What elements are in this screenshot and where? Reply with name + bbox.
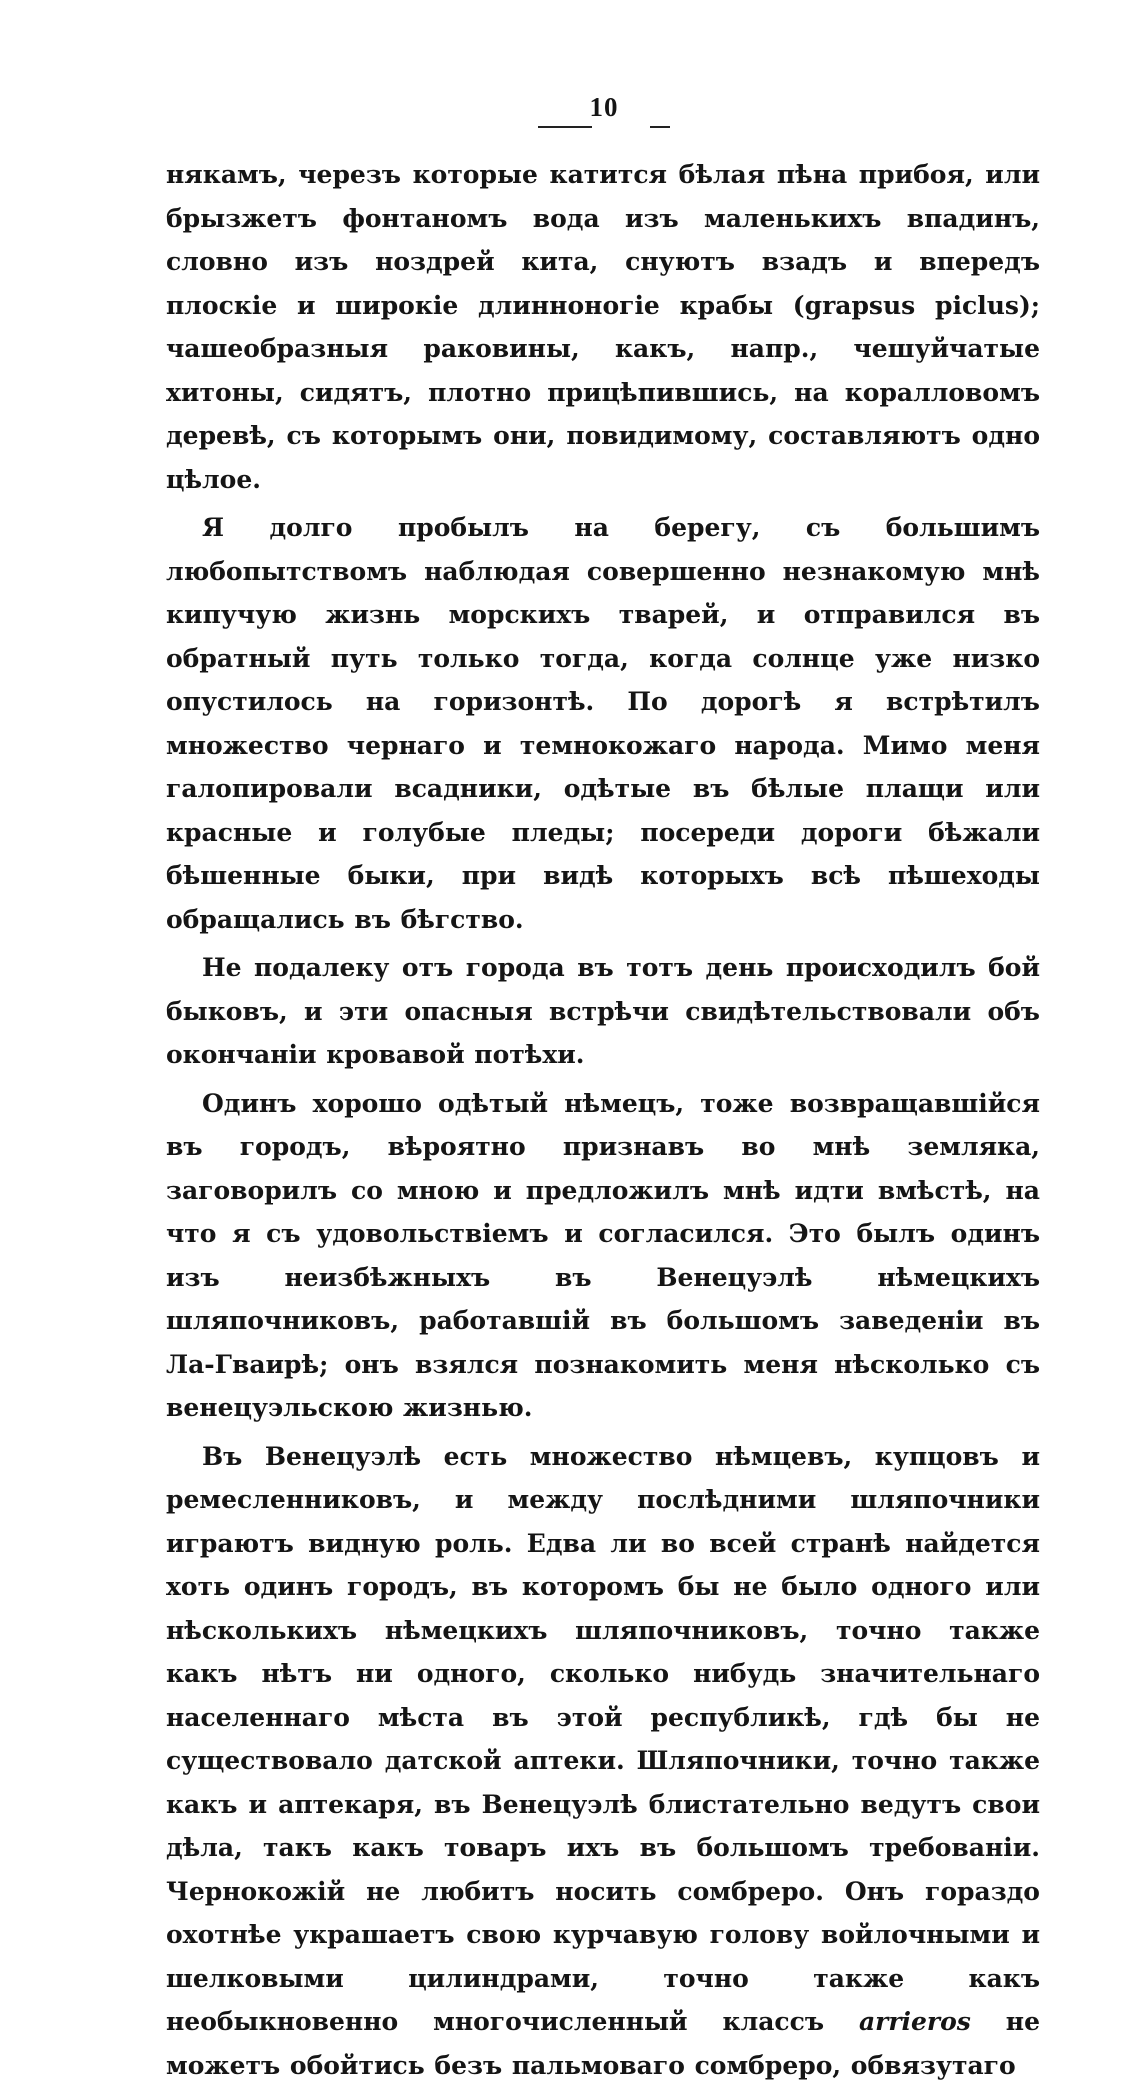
paragraph-german-companion [166,1082,1040,1430]
paragraph-text: Я долго пробылъ на берегу, съ большимъ любопытствомъ наблюдая совершенно незнакомую мнѣ кипучую жизнь морскихъ тварей, и отправился въ обратный путь только тогда, когда солнце уже низко опустилось на горизонтѣ. По дорогѣ я встрѣтилъ множество чернаго и темнокожаго народа. Мимо меня галопировали всадники, одѣтые въ бѣлые плащи или красные и голубые пледы; посереди дороги бѣжали бѣшенные быки, при видѣ которыхъ всѣ пѣшеходы обращались въ бѣгство. [166,513,1040,934]
paragraph-text: някамъ, черезъ которые катится бѣлая пѣна прибоя, или брызжетъ фонтаномъ вода изъ маленькихъ впадинъ, словно изъ ноздрей кита, снуютъ взадъ и впередъ плоскіе и широкіе длинноногіе крабы (grapsus piclus); чашеобразныя раковины, какъ, напр., чешуйчатые хитоны, сидятъ, плотно прицѣпившись, на коралловомъ деревѣ, съ которымъ они, повидимому, составляютъ одно цѣлое. [166,160,1040,494]
paragraph-hatmakers [166,1435,1040,2088]
paragraph-bullfight [166,946,1040,1077]
body-text [166,153,1040,2092]
paragraph-text: не можетъ обойтись безъ пальмоваго сомбреро, обвязутаго [166,2007,1040,2080]
italic-term: arrieros [858,2007,971,2036]
paragraph-text: Одинъ хорошо одѣтый нѣмецъ, тоже возвращавшійся въ городъ, вѣроятно признавъ во мнѣ земляка, заговорилъ со мною и предложилъ мнѣ идти вмѣстѣ, на что я съ удовольствіемъ и согласился. Это былъ одинъ изъ неизбѣжныхъ въ Венецуэлѣ нѣмецкихъ шляпочниковъ, работавшій въ большомъ заведеніи въ Ла-Гваирѣ; онъ взялся познакомить меня нѣсколько съ венецуэльскою жизнью. [166,1088,1040,1422]
page-number: 10 [589,92,619,122]
paragraph-text: Не подалеку отъ города въ тотъ день происходилъ бой быковъ, и эти опасныя встрѣчи свидѣтельствовали объ окончаніи кровавой потѣхи. [166,953,1040,1069]
page-number-rule-left [538,126,592,128]
paragraph-shore-observation [166,506,1040,941]
page-number-rule-right [650,126,670,128]
paragraph-text: Въ Венецуэлѣ есть множество нѣмцевъ, купцовъ и ремесленниковъ, и между послѣдними шляпочники играютъ видную роль. Едва ли во всей странѣ найдется хоть одинъ городъ, въ которомъ бы не было одного или нѣсколькихъ нѣмецкихъ шляпочниковъ, точно также какъ нѣтъ ни одного, сколько нибудь значительнаго населеннаго мѣста въ этой республикѣ, гдѣ бы не существовало датской аптеки. Шляпочники, точно также какъ и аптекаря, въ Венецуэлѣ блистательно ведутъ свои дѣла, такъ какъ товаръ ихъ въ большомъ требованіи. Чернокожій не любитъ носить сомбреро. Онъ гораздо охотнѣе украшаетъ свою курчавую голову войлочными и шелковыми цилиндрами, точно также какъ необыкновенно многочисленный классъ [166,1441,1040,2036]
paragraph-continuation [166,153,1040,501]
